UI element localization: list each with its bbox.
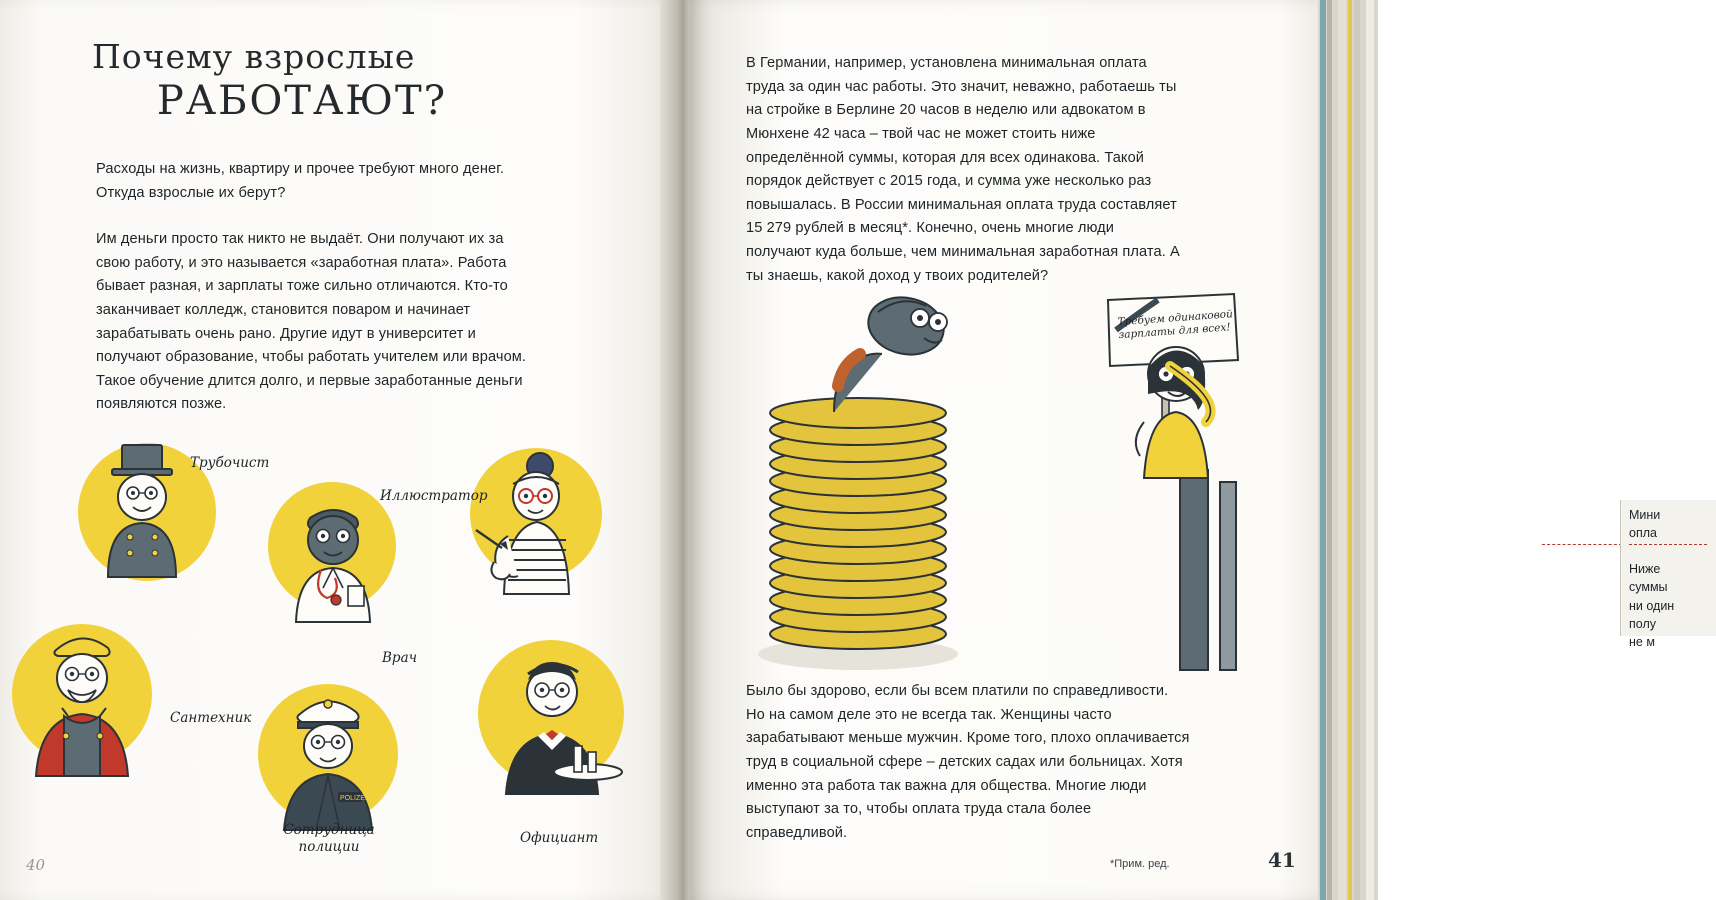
footnote: *Прим. ред.	[1110, 858, 1170, 870]
doctor-figure	[266, 482, 406, 632]
plumber-figure	[12, 616, 162, 786]
illustrator-figure	[464, 444, 614, 604]
callout-line-4: суммы	[1629, 580, 1668, 595]
job-label-plumber: Сантехник	[170, 710, 252, 726]
fore-edge-accent-yellow	[1348, 0, 1352, 900]
callout-line-7: не м	[1629, 634, 1655, 649]
fore-edge-strip-2	[1338, 0, 1346, 900]
left-paragraph-1: Расходы на жизнь, квартиру и прочее требуют много денег. Откуда взрослые их берут?	[96, 161, 505, 201]
fore-edge-strip-3	[1354, 0, 1360, 900]
page-title-line-2: РАБОТАЮТ?	[156, 77, 448, 124]
minimum-wage-dashed-line	[1629, 544, 1707, 545]
right-page	[690, 0, 1675, 900]
fore-edge-strip-4	[1366, 0, 1374, 900]
waiter-figure	[478, 634, 638, 804]
protest-sign-text: Требуем одинаковой зарплаты для всех!	[1117, 308, 1234, 342]
job-label-illustrator: Иллюстратор	[380, 488, 488, 504]
job-label-doctor: Врач	[382, 650, 418, 666]
page-title	[92, 38, 552, 124]
fore-edge-accent-teal	[1320, 0, 1326, 900]
page-title-line-1: Почему взрослые	[92, 37, 416, 76]
left-page	[0, 0, 676, 900]
job-label-policewoman: Сотрудница полиции	[283, 822, 375, 855]
job-label-chimney-sweep: Трубочист	[190, 455, 270, 471]
minimum-wage-callout	[1620, 500, 1716, 649]
minimum-wage-dashed-line-left	[1542, 544, 1622, 545]
right-paragraph-2: Было бы здорово, если бы всем платили по справедливости. Но на самом деле это не всегда так. Женщины часто зарабатывают меньше мужчин. Кроме того, плохо оплачивается труд в социальной сфере – детских садах или больницах. Хотя именно эта работа так важна для общества. Многие люди выступают за то, чтобы оплата труда стала более справедливой.	[746, 683, 1190, 841]
callout-line-2: опла	[1629, 526, 1657, 541]
callout-line-6: полу	[1629, 616, 1656, 631]
svg-text:POLIZEI: POLIZEI	[340, 795, 367, 802]
book-fore-edge	[1318, 0, 1378, 900]
left-paragraph-2: Им деньги просто так никто не выдаёт. Они получают их за свою работу, и это называется «заработная плата». Работа бывает разная, и зарплаты тоже сильно отличаются. Кто-то заканчивает колледж, становится поваром и начинает зарабатывать очень рано. Другие идут в университет и получают образование, чтобы работать учителем или врачом. Такое обучение длится долго, и первые заработанные деньги появляются позже.	[96, 231, 527, 413]
job-label-waiter: Официант	[520, 830, 599, 846]
page-number-right: 41	[1268, 848, 1296, 872]
page-number-left: 40	[26, 856, 46, 874]
coin-stack-illustration	[738, 282, 1068, 702]
callout-line-3: Ниже	[1629, 562, 1661, 577]
fore-edge-strip-1	[1327, 0, 1332, 900]
callout-line-1: Мини	[1629, 508, 1661, 522]
right-paragraph-1: В Германии, например, установлена минимальная оплата труда за один час работы. Это значит, неважно, работаешь ты на стройке в Берлине 20 часов в неделю или адвокатом в Мюнхене 42 часа – твой час не может стоить ниже определённой суммы, которая для всех одинакова. Такой порядок действует с 2015 года, и сумма уже несколько раз повышалась. В России минимальная оплата труда составляет 15 279 рублей в месяц*. Конечно, очень многие люди получают куда больше, чем минимальная заработная плата. А ты знаешь, какой доход у твоих родителей?	[746, 55, 1180, 284]
protester-illustration	[1094, 282, 1324, 682]
policewoman-figure	[258, 672, 408, 832]
callout-line-5: ни один	[1629, 598, 1675, 613]
